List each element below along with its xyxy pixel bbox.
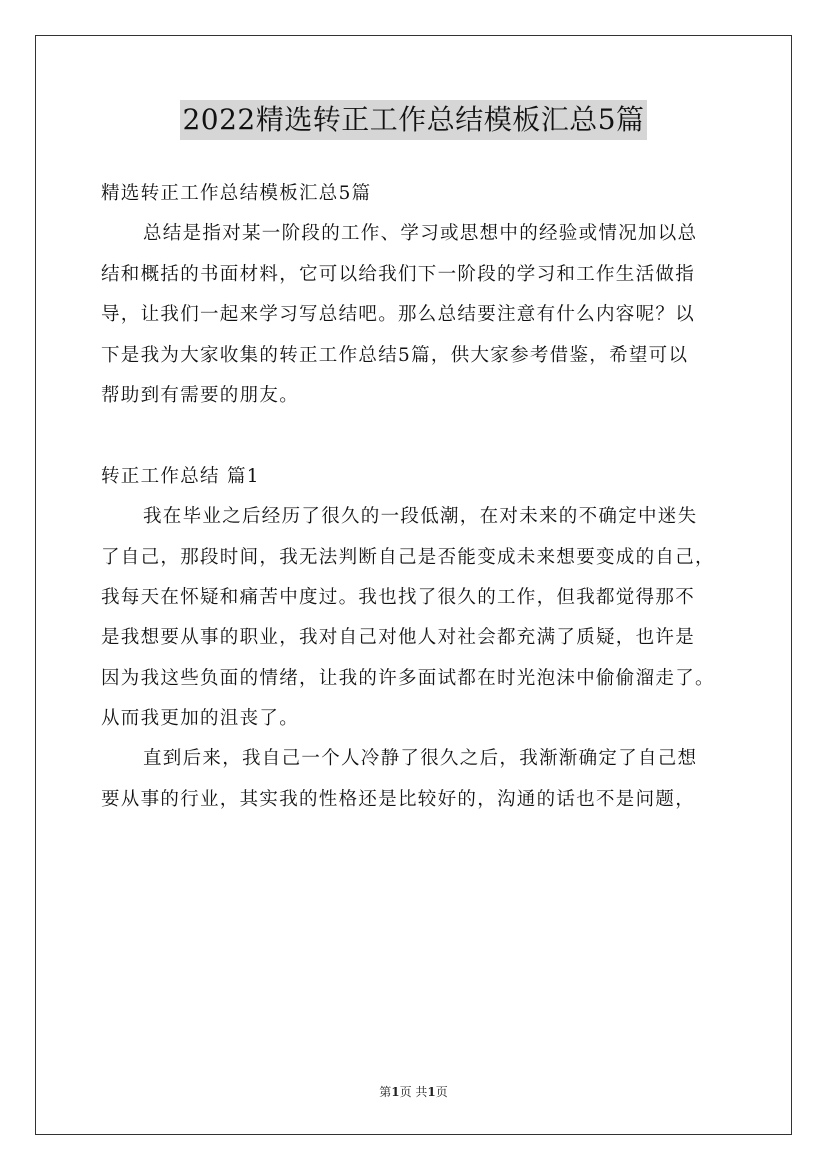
blank-line xyxy=(101,416,731,456)
paragraph-line: 因为我这些负面的情绪，让我的许多面试都在时光泡沫中偷偷溜走了。 xyxy=(101,667,715,689)
paragraph-line: 从而我更加的沮丧了。 xyxy=(101,708,300,730)
paragraph-line: 我每天在怀疑和痛苦中度过。我也找了很久的工作，但我都觉得那不 xyxy=(101,586,696,608)
intro-line: 下是我为大家收集的转正工作总结5篇，供大家参考借鉴，希望可以 xyxy=(101,344,689,366)
paragraph-line: 我在毕业之后经历了很久的一段低潮，在对未来的不确定中迷失 xyxy=(143,506,698,528)
intro-line: 导，让我们一起来学习写总结吧。那么总结要注意有什么内容呢？以 xyxy=(101,304,696,326)
page-number-suffix: 页 xyxy=(435,1085,448,1099)
body-paragraph-2 xyxy=(101,739,731,820)
page-number-current: 1 xyxy=(391,1085,400,1099)
paragraph-line: 直到后来，我自己一个人冷静了很久之后，我渐渐确定了自己想 xyxy=(143,748,698,770)
page-number-prefix: 第 xyxy=(379,1085,392,1099)
paragraph-line: 是我想要从事的职业，我对自己对他人对社会都充满了质疑，也许是 xyxy=(101,627,696,649)
intro-line: 帮助到有需要的朋友。 xyxy=(101,384,300,406)
document-title: 2022精选转正工作总结模板汇总5篇 xyxy=(180,100,646,140)
page-number-total: 1 xyxy=(427,1085,436,1099)
intro-line: 总结是指对某一阶段的工作、学习或思想中的经验或情况加以总 xyxy=(143,223,698,245)
document-subtitle: 精选转正工作总结模板汇总5篇 xyxy=(101,183,372,204)
intro-paragraph xyxy=(101,214,731,416)
paragraph-line: 了自己，那段时间，我无法判断自己是否能变成未来想要变成的自己， xyxy=(101,546,715,568)
intro-line: 结和概括的书面材料，它可以给我们下一阶段的学习和工作生活做指 xyxy=(101,263,696,285)
page-footer xyxy=(0,1083,827,1100)
section-heading: 转正工作总结 篇1 xyxy=(101,465,260,487)
title-container xyxy=(0,100,827,140)
page-number-mid: 页 共 xyxy=(399,1085,428,1099)
body-paragraph-1 xyxy=(101,497,731,739)
paragraph-line: 要从事的行业，其实我的性格还是比较好的，沟通的话也不是问题， xyxy=(101,788,696,810)
document-body xyxy=(101,174,731,820)
